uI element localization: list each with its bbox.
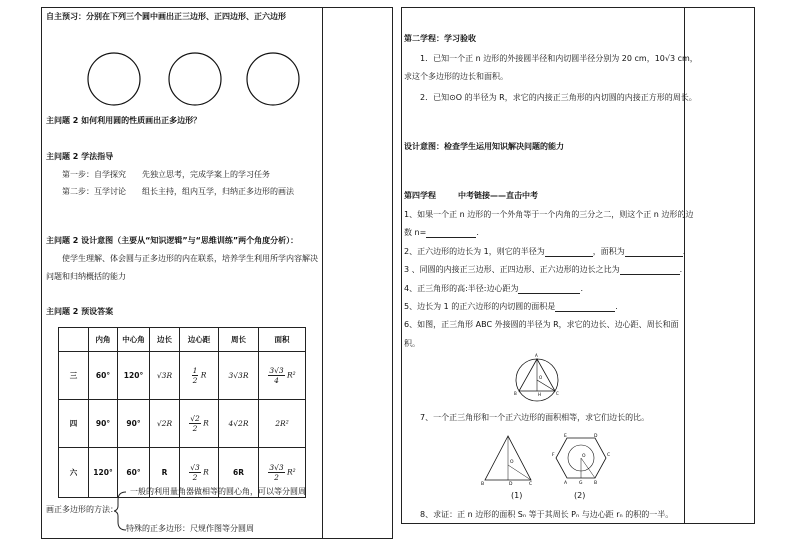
answer-blank: [518, 285, 580, 294]
label-G: G: [579, 481, 583, 486]
area: 2R²: [259, 400, 306, 448]
table-row: [59, 400, 306, 448]
step2-text: 组长主持，组内互学，归纳正多边形的画法: [142, 187, 294, 196]
exam-6-line-2: 积。: [404, 339, 420, 348]
apothem-r: R: [203, 467, 209, 477]
test-2: 2．已知⊙O 的半径为 R，求它的内接正三角形的内切圆的内接正方形的周长。: [420, 93, 697, 102]
header-apothem: 边心距: [180, 328, 219, 352]
test-1-line-2: 求这个多边形的边长和面积。: [404, 72, 508, 81]
inner-angle: 60°: [89, 352, 118, 400]
figure-2-caption: (2): [574, 491, 586, 500]
exam-1-line-2: 数 n= .: [404, 228, 479, 237]
apothem-den: 2: [192, 376, 198, 385]
design-line-2: 问题和归纳概括的能力: [46, 272, 126, 281]
label-H: H: [538, 392, 542, 397]
apothem: [180, 352, 219, 400]
area-num: 3√3: [269, 366, 284, 375]
answer-blank: [555, 303, 615, 312]
left-frame-bottom: [41, 538, 393, 539]
label-D: D: [594, 434, 598, 439]
apothem-num: √2: [190, 414, 200, 423]
method-brace: [114, 490, 130, 532]
central-angle: 120°: [118, 352, 150, 400]
right-frame-bottom: [401, 523, 755, 524]
inner-angle: 90°: [89, 400, 118, 448]
area-den: 4: [274, 376, 279, 385]
left-frame-top: [41, 7, 393, 8]
apothem-r: R: [203, 418, 209, 428]
left-frame-divider: [322, 7, 323, 539]
exam-5-text: 5、边长为 1 的正六边形的内切圆的面积是: [404, 302, 556, 311]
practice-circles: [80, 45, 310, 115]
answer-title: 主问题 2 预设答案: [46, 307, 114, 316]
circle-triangle: [88, 53, 140, 105]
label-C: C: [607, 453, 610, 458]
side-length: √2R: [150, 400, 180, 448]
exam-1-line-1: 1、如果一个正 n 边形的一个外角等于一个内角的三分之二，则这个正 n 边形的边: [404, 210, 694, 219]
stage-4-subtitle: 中考链接——直击中考: [458, 191, 538, 200]
label-O: O: [582, 454, 586, 459]
label-B: B: [481, 482, 485, 486]
apothem-num: 1: [192, 366, 198, 375]
exam-5: 5、边长为 1 的正六边形的内切圆的面积是 .: [404, 302, 618, 311]
right-frame-right: [754, 7, 755, 524]
left-frame-right: [392, 7, 393, 539]
question-2-title: 主问题 2 如何利用圆的性质画出正多边形？: [46, 116, 202, 125]
left-frame-left: [41, 7, 42, 539]
row-name: 四: [59, 400, 89, 448]
design-line-1: 使学生理解、体会圆与正多边形的内在联系，培养学生利用所学内容解决: [62, 254, 318, 263]
area-r: R²: [287, 467, 296, 477]
header-side: 边长: [150, 328, 180, 352]
answer-blank: [620, 266, 680, 275]
right-frame-top: [401, 7, 755, 8]
perimeter: 6R: [219, 448, 259, 498]
label-C: C: [556, 391, 559, 396]
right-frame-divider: [684, 7, 685, 524]
answer-blank: [625, 248, 683, 257]
header-blank: [59, 328, 89, 352]
design-2-title: 设计意图：检查学生运用知识解决问题的能力: [404, 142, 564, 151]
method-label: 画正多边形的方法：: [46, 505, 118, 514]
label-O: O: [539, 375, 543, 380]
right-frame-left: [401, 7, 402, 524]
header-central-angle: 中心角: [118, 328, 150, 352]
apothem-den: 2: [192, 473, 198, 482]
step1-label: 第一步：自学探究: [62, 170, 126, 179]
method-general: 一般的利用量角器做相等的圆心角，可以等分圆周: [130, 487, 306, 496]
figure-2-hexagon: [552, 432, 610, 486]
exam-7: 7、一个正三角形和一个正六边形的面积相等，求它们边长的比。: [420, 413, 650, 422]
apothem-r: R: [200, 370, 207, 380]
figure-1-triangle: [480, 432, 536, 486]
perimeter: 3√3R: [219, 352, 259, 400]
label-B: B: [514, 391, 517, 396]
header-area: 面积: [259, 328, 306, 352]
step1-text: 先独立思考，完成学案上的学习任务: [142, 170, 270, 179]
answer-table: [58, 327, 306, 498]
label-O: O: [510, 460, 514, 465]
exam-2-b: ，面积为: [592, 247, 625, 256]
header-inner-angle: 内角: [89, 328, 118, 352]
apothem: [180, 400, 219, 448]
apothem-den: 2: [192, 424, 198, 433]
label-A: A: [564, 481, 568, 486]
area: [259, 352, 306, 400]
exam-6-line-1: 6、如图，正三角形 ABC 外接圆的半径为 R，求它的边长、边心距、周长和面: [404, 320, 679, 329]
header-perimeter: 周长: [219, 328, 259, 352]
exam-4-text: 4、正三角形的高:半径:边心距为: [404, 284, 519, 293]
label-C: C: [529, 482, 533, 486]
design-title: 主问题 2 设计意图（主要从“知识逻辑”与“思维训练”两个角度分析）：: [46, 236, 299, 245]
side-length: R: [150, 448, 180, 498]
test-title: 第二学程：学习验收: [404, 34, 476, 43]
circle-square: [169, 53, 221, 105]
label-B: B: [594, 481, 598, 486]
guide-title: 主问题 2 学法指导: [46, 152, 114, 161]
row-name: 六: [59, 448, 89, 498]
answer-blank: [426, 229, 476, 238]
answer-blank: [545, 248, 593, 257]
figure-1-caption: (1): [511, 491, 523, 500]
area-r: R²: [287, 370, 296, 380]
row-name: 三: [59, 352, 89, 400]
exam-8: 8、求证：正 n 边形的面积 Sₙ 等于其周长 Pₙ 与边心距 rₙ 的积的一半。: [420, 510, 674, 519]
label-A: A: [535, 353, 538, 358]
exam-2: 2、正六边形的边长为 1，则它的半径为 ，面积为 .: [404, 247, 686, 256]
exam-3-text: 3 、同圆的内接正三边形、正四边形、正六边形的边长之比为: [404, 265, 620, 274]
label-E: E: [564, 434, 567, 439]
exam-2-a: 2、正六边形的边长为 1，则它的半径为: [404, 247, 545, 256]
table-row: [59, 352, 306, 400]
side-length: √3R: [150, 352, 180, 400]
label-F: F: [552, 453, 555, 458]
label-D: D: [509, 482, 513, 486]
exam-3: 3 、同圆的内接正三边形、正四边形、正六边形的边长之比为 .: [404, 265, 683, 274]
figure-circle-triangle: [512, 352, 562, 404]
area-num: 3√3: [269, 463, 284, 472]
circle-hexagon: [247, 53, 299, 105]
area-den: 2: [274, 473, 279, 482]
perimeter: 4√2R: [219, 400, 259, 448]
method-special: 特殊的正多边形：尺规作图等分圆周: [126, 524, 254, 533]
exam-4: 4、正三角形的高:半径:边心距为 .: [404, 284, 584, 293]
apothem-num: √3: [190, 463, 200, 472]
step2-label: 第二步：互学讨论: [62, 187, 126, 196]
stage-4-title: 第四学程: [404, 191, 436, 200]
test-1-line-1: 1．已知一个正 n 边形的外接圆半径和内切圆半径分别为 20 cm，10√3 cm，: [420, 54, 698, 63]
central-angle: 90°: [118, 400, 150, 448]
central-angle: 60°: [118, 448, 150, 498]
preview-instruction: 自主预习：分别在下列三个圆中画出正三边形、正四边形、正六边形: [46, 12, 286, 21]
inner-angle: 120°: [89, 448, 118, 498]
exam-1-label: 数 n=: [404, 228, 427, 237]
